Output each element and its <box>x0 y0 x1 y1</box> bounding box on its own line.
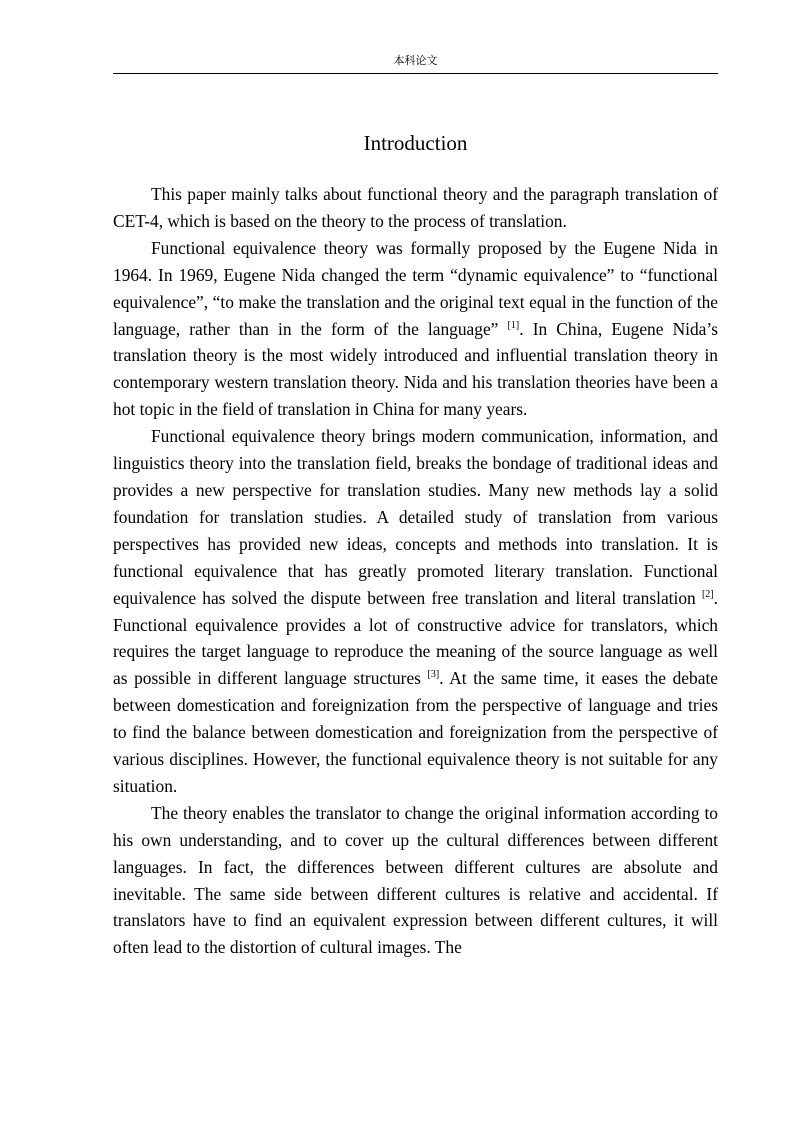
running-header: 本科论文 <box>393 54 438 67</box>
paragraph-3-text-c: . At the same time, it eases the debate between domestication and foreignization from the perspective of language and tries to find the balance between domestication and foreignization from the perspective of various disciplines. However, the functional equivalence theory is not suitable for any situation. <box>113 668 718 796</box>
paragraph-3-text-b: . Functional equivalence provides a lot of constructive advice for translators, which requires the target language to reproduce the meaning of the source language as well as possible in different language structures <box>113 587 718 689</box>
paragraph-4 <box>113 800 718 961</box>
citation-2: [2] <box>701 588 714 600</box>
paragraph-4-text: The theory enables the translator to change the original information according to his own understanding, and to cover up the cultural differences between different languages. In fact, the differences between different cultures are absolute and inevitable. The same side between different cultures is relative and accidental. If translators have to find an equivalent expression between different cultures, it will often lead to the distortion of cultural images. The <box>113 802 718 958</box>
section-title: Introduction <box>363 131 468 155</box>
paragraph-1-text: This paper mainly talks about functional theory and the paragraph translation of CET-4, which is based on the theory to the process of translation. <box>113 184 718 231</box>
paragraph-2-text-b: . In China, Eugene Nida’s translation theory is the most widely introduced and influential translation theory in contemporary western translation theory. Nida and his translation theories have been a hot topic in the field of translation in China for many years. <box>113 318 718 420</box>
paragraph-2-text-a: Functional equivalence theory was formally proposed by the Eugene Nida in 1964. In 1969, Eugene Nida changed the term “dynamic equivalence” to “functional equivalence”, “to make the translation and the original text equal in the function of the language, rather than in the form of the language” <box>113 237 718 339</box>
paragraph-3-text-a: Functional equivalence theory brings modern communication, information, and linguistics theory into the translation field, breaks the bondage of traditional ideas and provides a new perspective for translation studies. Many new methods lay a solid foundation for translation studies. A detailed study of translation from various perspectives has provided new ideas, concepts and methods into translation. It is functional equivalence that has greatly promoted literary translation. Functional equivalence has solved the dispute between free translation and literal translation <box>113 426 718 608</box>
paragraph-2 <box>113 235 718 423</box>
paragraph-3 <box>113 423 718 800</box>
paragraph-1 <box>113 181 718 235</box>
body-text <box>113 181 718 961</box>
citation-3: [3] <box>427 669 440 681</box>
citation-1: [1] <box>507 319 520 331</box>
header-rule <box>113 73 718 74</box>
